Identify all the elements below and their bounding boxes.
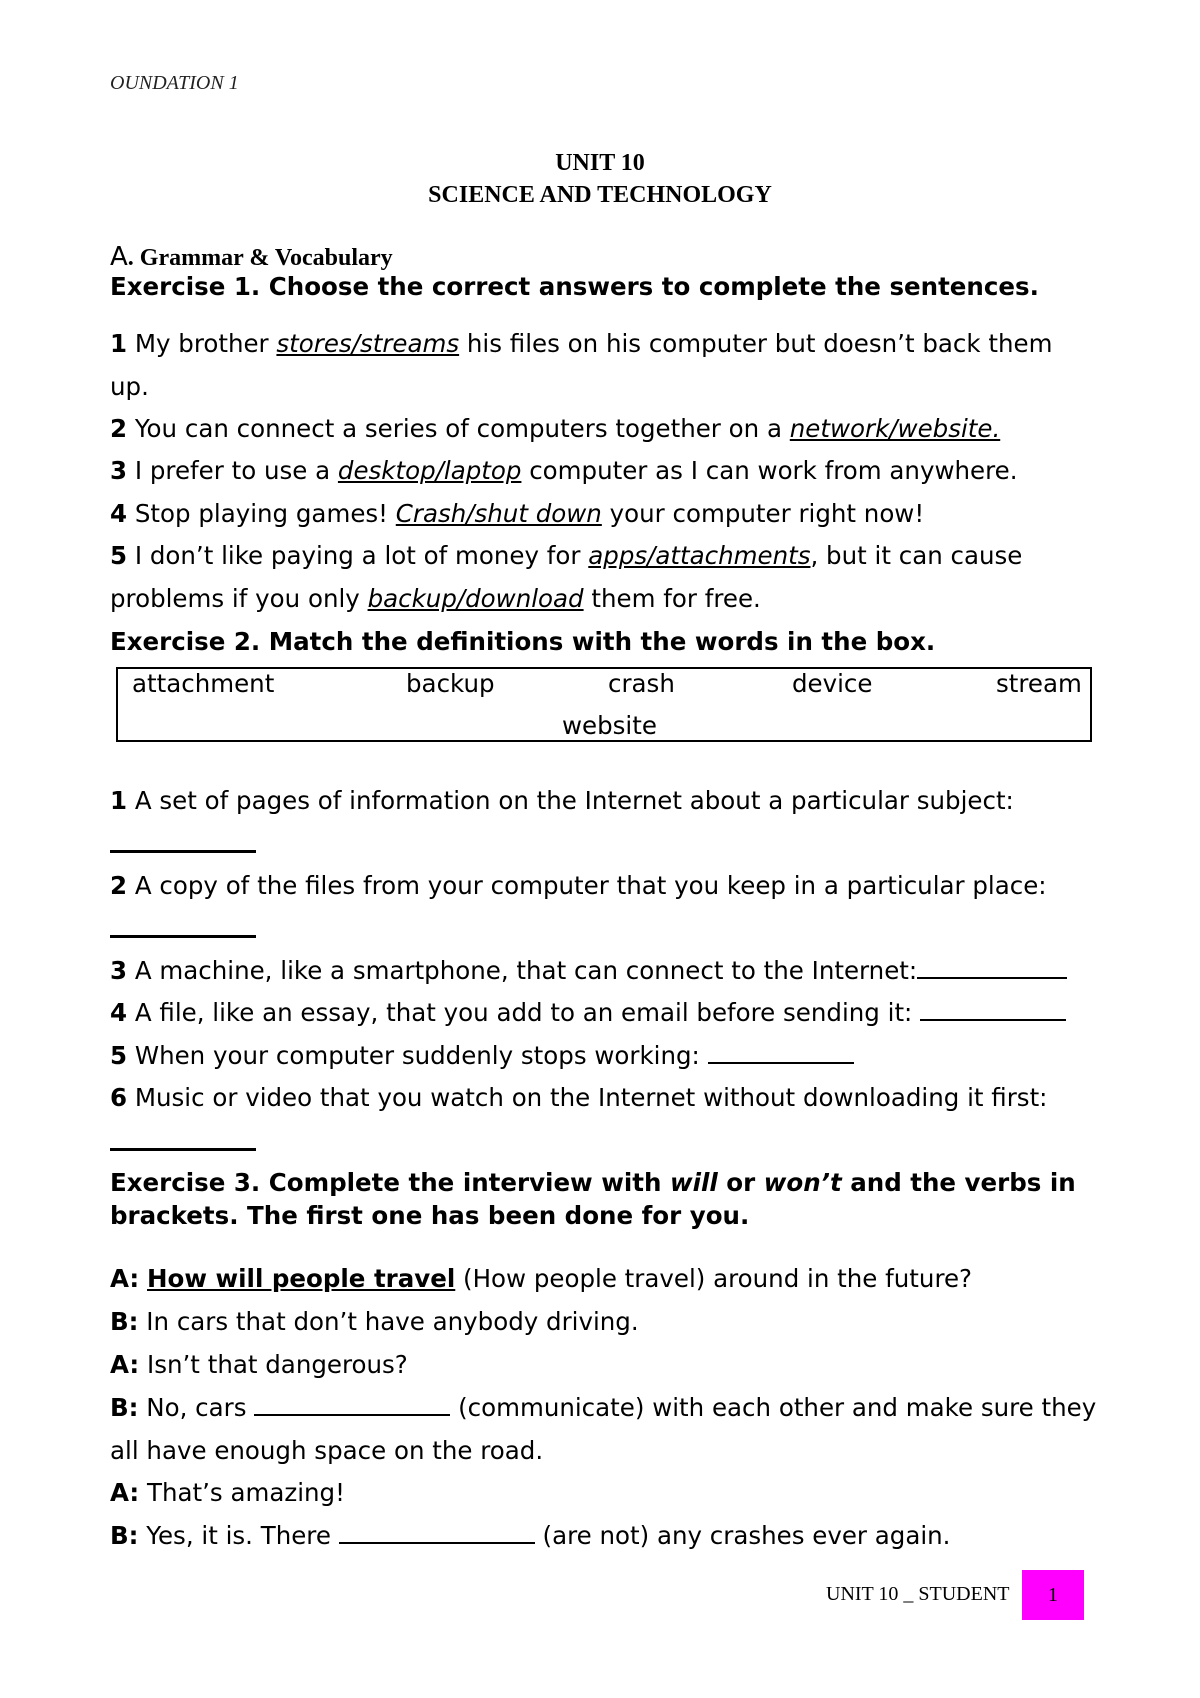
ex2-item-2: 2 A copy of the files from your computer that you keep in a particular place:: [110, 871, 1047, 900]
unit-title: UNIT 10: [555, 150, 645, 176]
answer-blank: [708, 1061, 854, 1064]
dialogue-line-continued: all have enough space on the road.: [110, 1436, 544, 1465]
exercise-2-heading: Exercise 2. Match the definitions with the words in the box.: [110, 627, 936, 656]
exercise-1-heading: Exercise 1. Choose the correct answers to complete the sentences.: [110, 272, 1039, 301]
ex1-item-5: 5 I don’t like paying a lot of money for apps/attachments, but it can cause: [110, 541, 1023, 570]
word-box: [116, 667, 1092, 742]
dialogue-line: A: How will people travel (How people travel) around in the future?: [110, 1264, 973, 1293]
ex2-item-4: 4 A file, like an essay, that you add to an email before sending it:: [110, 998, 1066, 1027]
dialogue-line: B: In cars that don’t have anybody driving.: [110, 1307, 639, 1336]
section-a-heading: [110, 242, 393, 272]
speaker-label: B:: [110, 1307, 139, 1336]
running-header: OUNDATION 1: [110, 72, 239, 94]
choice-option: apps/attachments: [588, 541, 811, 570]
ex1-item-5-continued: problems if you only backup/download them for free.: [110, 584, 761, 613]
word-box-item: crash: [608, 669, 675, 698]
answer-blank: [339, 1541, 535, 1544]
dialogue-line: A: Isn’t that dangerous?: [110, 1350, 408, 1379]
footer-label: UNIT 10 _ STUDENT: [826, 1583, 1010, 1605]
word-box-item: website: [562, 711, 657, 740]
ex1-item-3: 3 I prefer to use a desktop/laptop computer as I can work from anywhere.: [110, 456, 1018, 485]
word-box-item: backup: [406, 669, 495, 698]
answer-blank: [110, 850, 256, 853]
word-box-item: stream: [996, 669, 1082, 698]
section-letter: A: [110, 242, 128, 272]
speaker-label: B:: [110, 1393, 139, 1422]
ex1-item-1-continued: up.: [110, 372, 149, 401]
speaker-label: A:: [110, 1350, 140, 1379]
choice-option: stores/streams: [276, 329, 460, 358]
exercise-3-heading: Exercise 3. Complete the interview with will or won’t and the verbs in: [110, 1168, 1076, 1197]
choice-option: network/website.: [789, 414, 1001, 443]
ex2-item-1: 1 A set of pages of information on the Internet about a particular subject:: [110, 786, 1014, 815]
answer-blank: [920, 1018, 1066, 1021]
word-box-item: device: [792, 669, 873, 698]
answer-blank: [254, 1413, 450, 1416]
ex1-item-4: 4 Stop playing games! Crash/shut down your computer right now!: [110, 499, 925, 528]
dialogue-line: A: That’s amazing!: [110, 1478, 345, 1507]
word-box-item: attachment: [132, 669, 275, 698]
answer-blank: [917, 976, 1067, 979]
unit-subject: SCIENCE AND TECHNOLOGY: [428, 182, 772, 208]
answer-blank: [110, 935, 256, 938]
ex2-item-3: 3 A machine, like a smartphone, that can connect to the Internet:: [110, 956, 1067, 985]
dialogue-line: B: Yes, it is. There (are not) any crashes ever again.: [110, 1521, 951, 1550]
choice-option: backup/download: [367, 584, 584, 613]
answer-blank: [110, 1148, 256, 1151]
speaker-label: A:: [110, 1264, 140, 1293]
speaker-label: B:: [110, 1521, 139, 1550]
choice-option: Crash/shut down: [395, 499, 602, 528]
page-number: 1: [1022, 1570, 1084, 1620]
ex1-item-2: 2 You can connect a series of computers together on a network/website.: [110, 414, 1001, 443]
choice-option: desktop/laptop: [337, 456, 522, 485]
section-title: . Grammar & Vocabulary: [127, 245, 393, 271]
ex2-item-5: 5 When your computer suddenly stops working:: [110, 1041, 854, 1070]
ex1-item-1: 1 My brother stores/streams his files on his computer but doesn’t back them: [110, 329, 1053, 358]
exercise-3-heading-continued: brackets. The first one has been done for you.: [110, 1201, 750, 1230]
speaker-label: A:: [110, 1478, 140, 1507]
ex2-item-6: 6 Music or video that you watch on the Internet without downloading it first:: [110, 1083, 1048, 1112]
example-answer: How will people travel: [147, 1264, 456, 1293]
dialogue-line: B: No, cars (communicate) with each other and make sure they: [110, 1393, 1097, 1422]
